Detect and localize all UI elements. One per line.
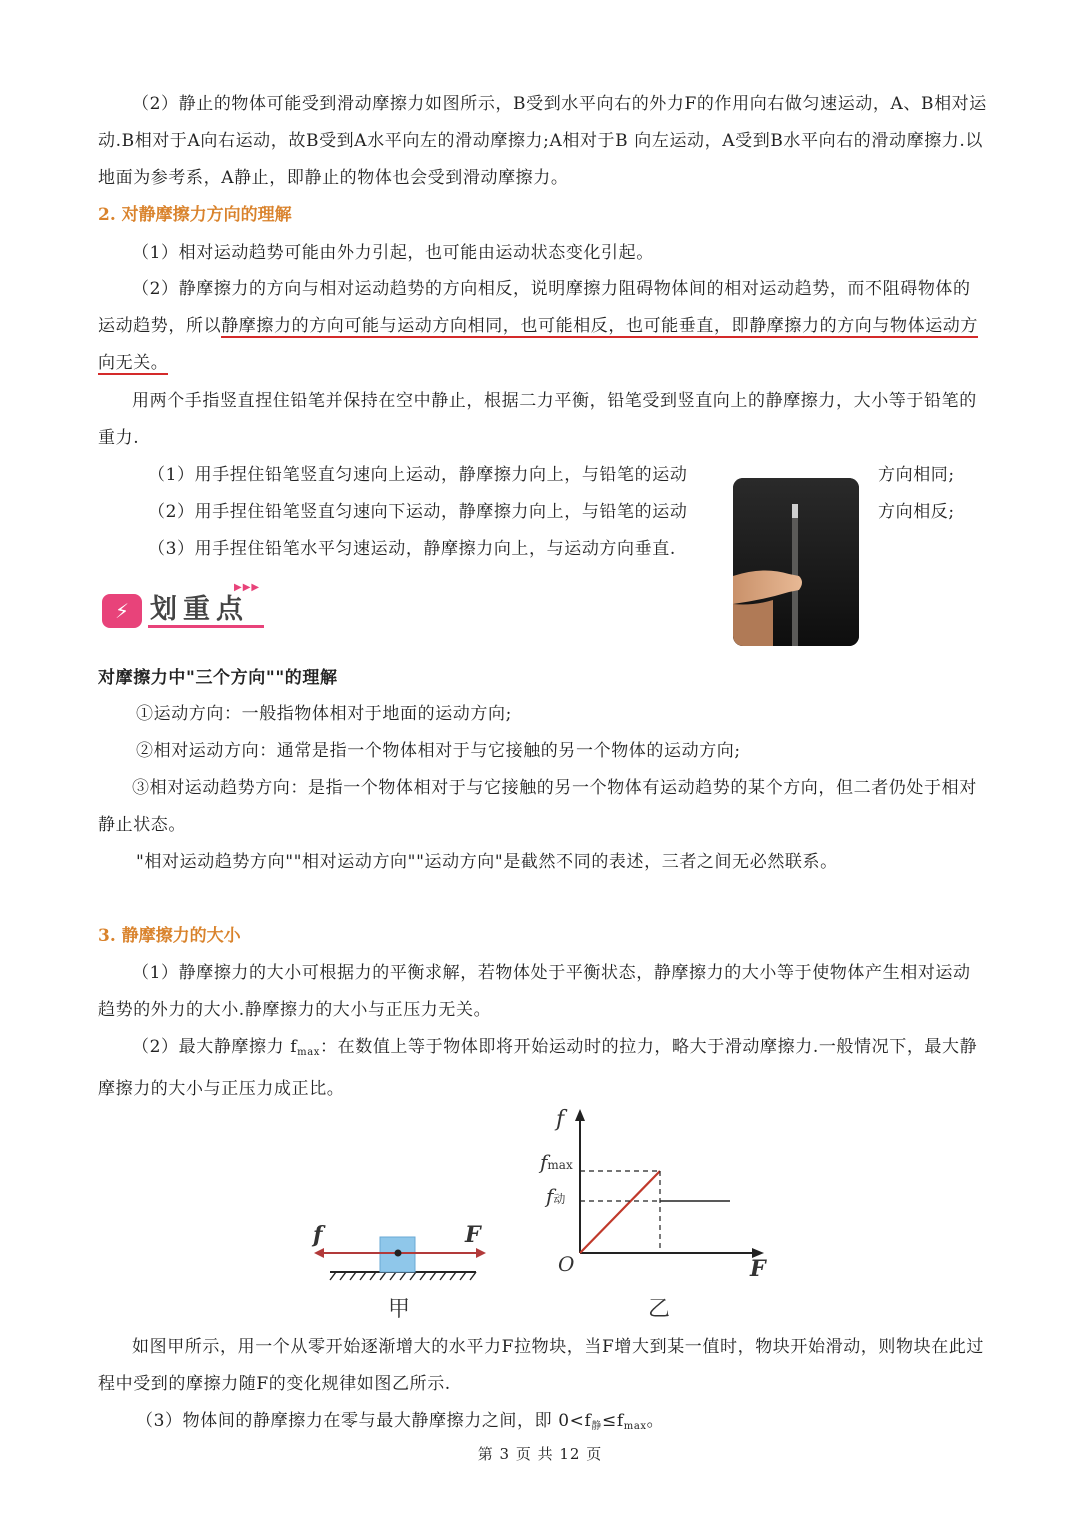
figure-yi-caption: 乙 — [648, 1297, 671, 1322]
paragraph-text: （2）静摩擦力的方向与相对运动趋势的方向相反，说明摩擦力阻碍物体间的相对运动趋势，而不阻碍物体的运动趋势，所以 — [98, 279, 971, 336]
figure-jia-F-label: F — [465, 1222, 481, 1248]
pencil-item-1: （1）用手捏住铅笔竖直匀速向上运动，静摩擦力向上，与铅笔的运动 — [148, 465, 688, 485]
pencil-item-1-suffix: 方向相同; — [878, 465, 955, 485]
pencil-item-3: （3）用手捏住铅笔水平匀速运动，静摩擦力向上，与运动方向垂直. — [148, 539, 676, 559]
paragraph-sliding-friction: （2）静止的物体可能受到滑动摩擦力如图所示，B受到水平向右的外力F的作用向右做匀速运动，A、B相对运动.B相对于A向右运动，故B受到A水平向左的滑动摩擦力;A相对于B 向左运动，A受到B水平向右的滑动摩擦力.以地面为参考系，A静止，即静止的物体也会受到滑动摩擦力。 — [98, 94, 987, 188]
lightning-icon: ⚡ — [102, 594, 142, 628]
key-point-label: 划重点 — [150, 594, 249, 625]
key-point-badge — [102, 582, 268, 632]
key-point-item-2: ②相对运动方向：通常是指一个物体相对于与它接触的另一个物体的运动方向; — [136, 741, 741, 761]
paragraph-static-friction-range — [136, 1403, 664, 1445]
pencil-photo — [733, 478, 859, 646]
fdong-main: f — [546, 1184, 554, 1208]
key-points-summary: "相对运动趋势方向""相对运动方向""运动方向"是截然不同的表述，三者之间无必然联系。 — [136, 852, 838, 872]
pencil-item-2: （2）用手捏住铅笔竖直匀速向下运动，静摩擦力向上，与铅笔的运动 — [148, 502, 688, 522]
range-text-b: ≤f — [601, 1411, 624, 1431]
fmax-main: f — [540, 1150, 548, 1174]
paragraph-max-static-friction — [98, 1029, 988, 1108]
paragraph-figure-explanation: 如图甲所示，用一个从零开始逐渐增大的水平力F拉物块，当F增大到某一值时，物块开始滑动，则物块在此过程中受到的摩擦力随F的变化规律如图乙所示. — [98, 1337, 984, 1394]
paragraph-text-rest: ：在数值上等于物体即将开始运动时的拉力，略大于滑动摩擦力.一般情况下，最大静摩擦力的大小与正压力成正比。 — [98, 1037, 978, 1099]
figure-yi-y-axis-label: f — [556, 1107, 565, 1132]
underlined-key-sentence: 静摩擦力的方向可能与运动方向相同，也可能相反，也可能垂直，即静摩擦力的方向与物体运动方向无关。 — [98, 316, 979, 373]
subscript-static: 静 — [591, 1421, 602, 1432]
subscript-max: max — [623, 1421, 647, 1432]
heading-static-friction-direction: 2. 对静摩擦力方向的理解 — [98, 205, 292, 225]
figure-yi-x-axis-label: F — [750, 1256, 766, 1282]
key-point-item-3: ③相对运动趋势方向：是指一个物体相对于与它接触的另一个物体有运动趋势的某个方向，但二者仍处于相对静止状态。 — [98, 778, 977, 835]
figure-yi-origin-label: O — [558, 1252, 575, 1276]
static-friction-line — [580, 1171, 660, 1253]
paragraph-balance-method: （1）静摩擦力的大小可根据力的平衡求解，若物体处于平衡状态，静摩擦力的大小等于使物体产生相对运动趋势的外力的大小.静摩擦力的大小与正压力无关。 — [98, 963, 971, 1020]
heading-static-friction-magnitude: 3. 静摩擦力的大小 — [98, 926, 241, 946]
figure-yi-fdong-label — [546, 1184, 565, 1208]
range-text-a: （3）物体间的静摩擦力在零与最大静摩擦力之间，即 0<f — [136, 1411, 592, 1431]
badge-underline — [148, 625, 264, 628]
key-point-item-1: ①运动方向：一般指物体相对于地面的运动方向; — [136, 704, 512, 724]
fdong-sub: 动 — [553, 1192, 566, 1206]
subscript-max: max — [297, 1047, 321, 1058]
figure-yi-fmax-label — [540, 1150, 573, 1174]
pencil-item-2-suffix: 方向相反; — [878, 502, 955, 522]
fmax-sub: max — [547, 1158, 573, 1172]
figure-jia-caption: 甲 — [388, 1297, 411, 1322]
figure-jia-f-label: f — [313, 1222, 323, 1248]
paragraph-relative-motion-trend: （1）相对运动趋势可能由外力引起，也可能由运动状态变化引起。 — [132, 243, 654, 263]
page-footer: 第 3 页 共 12 页 — [477, 1445, 603, 1463]
range-text-c: 。 — [646, 1411, 665, 1431]
paragraph-pencil-example: 用两个手指竖直捏住铅笔并保持在空中静止，根据二力平衡，铅笔受到竖直向上的静摩擦力，大小等于铅笔的重力. — [98, 391, 977, 448]
arrows-icon: ▶▶▶ — [234, 582, 261, 593]
key-points-title: 对摩擦力中"三个方向""的理解 — [98, 668, 338, 688]
paragraph-text: （2）最大静摩擦力 f — [132, 1037, 298, 1057]
paragraph-static-friction-direction — [98, 271, 988, 382]
